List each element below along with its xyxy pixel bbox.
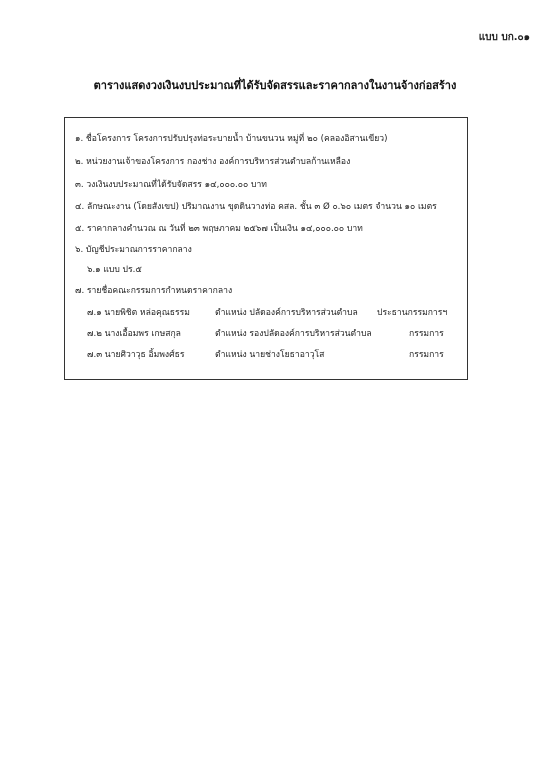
member-position: ตำแหน่ง ปลัดองค์การบริหารส่วนตำบล [215, 308, 358, 318]
details-box [64, 117, 468, 380]
member-position: ตำแหน่ง นายช่างโยธาอาวุโส [215, 350, 325, 360]
member-role: ประธานกรรมการฯ [377, 308, 448, 318]
median-price: ๕. ราคากลางคำนวณ ณ วันที่ ๒๓ พฤษภาคม ๒๕๖๗ เป็นเงิน ๑๔,๐๐๐.๐๐ บาท [75, 224, 363, 234]
member-role: กรรมการ [409, 350, 444, 360]
allocated-budget: ๓. วงเงินงบประมาณที่ได้รับจัดสรร ๑๔,๐๐๐.๐๐ บาท [75, 180, 267, 190]
form-code: แบบ บก.๐๑ [478, 32, 530, 43]
member-role: กรรมการ [409, 329, 444, 339]
member-name: ๗.๓ นายศิวาวุธ อิ้มพงศ์ธร [87, 350, 185, 360]
member-name: ๗.๑ นายพิชิต หล่อคุณธรรม [87, 308, 190, 318]
project-name: ๑. ชื่อโครงการ โครงการปรับปรุงท่อระบายน้ำ บ้านขนวน หมู่ที่ ๒๐ (คลองอิสานเขียว) [75, 134, 388, 144]
price-source-sub: ๖.๑ แบบ ปร.๕ [87, 265, 142, 275]
committee-heading: ๗. รายชื่อคณะกรรมการกำหนดราคากลาง [75, 286, 233, 296]
owner-agency: ๒. หน่วยงานเจ้าของโครงการ กองช่าง องค์การบริหารส่วนตำบลก้านเหลือง [75, 157, 351, 167]
work-description: ๔. ลักษณะงาน (โดยสังเขป) ปริมาณงาน ขุดดินวางท่อ คสล. ชั้น ๓ Ø ๐.๖๐ เมตร จำนวน ๑๐ เมตร [75, 202, 437, 212]
price-source: ๖. บัญชีประมาณการราคากลาง [75, 245, 192, 255]
document-title: ตารางแสดงวงเงินงบประมาณที่ได้รับจัดสรรและราคากลางในงานจ้างก่อสร้าง [93, 79, 457, 92]
member-name: ๗.๒ นางเอื้อมพร เกษสกุล [87, 329, 181, 339]
member-position: ตำแหน่ง รองปลัดองค์การบริหารส่วนตำบล [215, 329, 372, 339]
